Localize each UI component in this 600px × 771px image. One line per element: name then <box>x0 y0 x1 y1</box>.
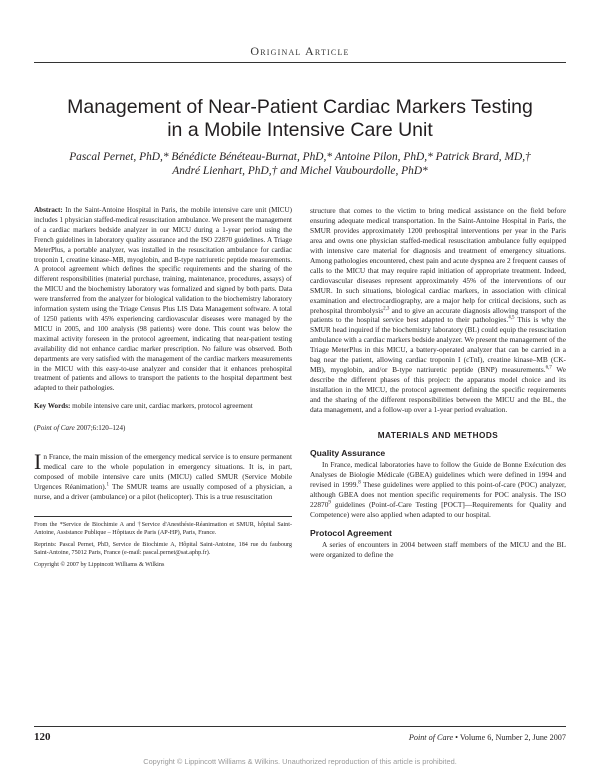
keywords-text: mobile intensive care unit, cardiac markers, protocol agreement <box>72 402 253 411</box>
quality-assurance-paragraph <box>310 460 566 520</box>
authors-line-1: Pascal Pernet, PhD,* Bénédicte Bénéteau-Burnat, PhD,* Antoine Pilon, PhD,* Patrick Brard, MD,† <box>69 151 531 163</box>
footnote-rule <box>34 516 292 517</box>
ref-9[interactable]: 9 <box>328 500 331 506</box>
title-line-1: Management of Near-Patient Cardiac Markers Testing <box>67 96 533 118</box>
intro-continuation <box>310 206 566 415</box>
intro-text-2: The SMUR teams are usually composed of a physician, a nurse, and a driver (ambulance) or a pilot (helicopter). This is a true resuscitation <box>34 481 292 501</box>
intro-paragraph <box>34 449 292 502</box>
footer-rule <box>34 726 566 727</box>
citation-journal: Point of Care <box>36 424 75 433</box>
abstract-text: In the Saint-Antoine Hospital in Paris, the mobile intensive care unit (MICU) includes 1 physician staffed-medical resuscitation ambulance. We present the management of a cardiac markers bedside analyzer in our MICU during a 1-year period using the French guidelines in laboratory quality assurance and the ISO 22870 guidelines. A Triage MeterPlus, a portable analyzer, was installed in the resuscitation ambulance for cardiac troponin I, creatine kinase–MB, myoglobin, and B-type natriuretic peptide measurements. A protocol agreement which defines the specific requirements and the sharing of the different responsibilities (material purchase, training, maintenance, procedures, assays) of the MICU and the biochemistry laboratory was formalized and signed by both parts. Data were transferred from the analyzer for biological validation to the biochemistry laboratory information system using the Triage Census Plus LIS Data Management software. A total of 1250 patients with 45% experiencing cardiovascular diseases were managed by the MICU in 2005, and 100 analysis (98 patients) were done. This count was below the maximal activity foreseen in the protocol agreement, indicating that near-patient testing availability did not enhance cardiac marker prescription. No failure was observed. Both departments are very satisfied with the management of the cardiac markers measurements in the MICU with this easy-to-use analyzer and consider that it enhances prehospital treatment of patients and allows to transport the patients to the hospital department best adapted to their pathologies. <box>34 206 292 393</box>
abstract-label: Abstract: <box>34 206 63 214</box>
keywords-label: Key Words: <box>34 402 71 411</box>
citation-details: 2007;6:120–124) <box>76 424 126 433</box>
keywords <box>34 402 292 412</box>
footer-journal: Point of Care <box>408 733 454 742</box>
copyright-watermark: Copyright © Lippincott Williams & Wilkins. Unauthorized reproduction of this article is prohibited. <box>143 757 457 766</box>
materials-methods-heading: MATERIALS AND METHODS <box>377 431 499 441</box>
abstract <box>34 206 292 394</box>
citation: (Point of Care 2007;6:120–124) <box>34 424 126 433</box>
ref-4-5[interactable]: 4,5 <box>508 316 515 322</box>
authors-line-2: André Lienhart, PhD,† and Michel Vaubourdolle, PhD* <box>172 165 428 177</box>
article-title <box>40 96 560 142</box>
right-column <box>310 206 566 560</box>
section-label: Original Article <box>250 44 350 58</box>
qa-text-a: In France, medical laboratories have to follow the Guide de Bonne Exécution des Analyses de Biologie Médicale (GBEA) guidelines which were defined in 1994 and revised in 1999. <box>310 460 566 489</box>
title-line-2: in a Mobile Intensive Care Unit <box>167 119 433 141</box>
footnote-from: From the *Service de Biochimie A and †Service d'Anesthésie-Réanimation et SMUR, hôpital Saint-Antoine, Assistance Publique – Hôpitaux de Paris (AP-HP), Paris, France. <box>34 521 292 536</box>
intro-cont-text-b: and to give an accurate diagnosis allowing transport of the patients to the hospital service best adapted to their pathologies. <box>310 305 567 325</box>
intro-text: n France, the main mission of the emergency medical service is to ensure permanent medical care to the whole population in emergency situations. It is, in part, composed of mobile intensive care units (MICU) called SMUR (Service Mobile Urgences Réanimation). <box>34 452 292 491</box>
protocol-agreement-heading: Protocol Agreement <box>310 527 392 538</box>
page-number: 120 <box>34 731 51 743</box>
qa-text-b: These guidelines were applied to this point-of-care (POC) analyzer, although GBEA does not mention specific requirements for POC analysis. The ISO 22870 <box>310 479 566 509</box>
ref-2-3[interactable]: 2,3 <box>383 306 390 312</box>
footnote-copyright: Copyright © 2007 by Lippincott Williams & Wilkins <box>34 562 165 569</box>
intro-cont-text-c: This is why the SMUR head inquired if the biochemistry laboratory (BL) could equip the resuscitation ambulance with a cardiac markers bedside analyzer. We present the management of the Triage MeterPlus in this MICU, a battery-operated analyzer that can be carried in a bag near the patient, allowing cardiac troponin I (cTnI), creatine kinase–MB (CK-MB), myoglobin, and/or B-type natriuretic peptide (BNP) measurements. <box>310 315 567 375</box>
left-column <box>34 206 292 569</box>
quality-assurance-heading: Quality Assurance <box>310 448 386 459</box>
ref-8[interactable]: 8 <box>358 480 361 486</box>
ref-1[interactable]: 1 <box>106 482 110 488</box>
qa-text-c: guidelines (Point-of-Care Testing [POCT]—Requirements for Quality and Competence) were also applied when adapted to our hospital. <box>310 499 566 519</box>
intro-cont-text-a: structure that comes to the victim to bring medical assistance on the field before ensuring adequate medical transportation. In the Saint-Antoine Hospital in Paris, the SMUR provides approximately 1200 prehospital interventions per year in the Paris area and owns one physician staffed-medical resuscitation ambulance fully equipped with intensive care material for diagnosis and treatment of emergency situations. Among pathologies encountered, chest pain and acute dyspnea are 2 frequent causes of calls to the MICU that may require rapid initiation of appropriate treatment. Indeed, cardiovascular diseases represent approximately 45% of the interventions of our SMUR. In such situations, biological cardiac markers, in association with clinical examination and electrocardiography, are a major help for critical decisions, such as prehospital thrombolysis <box>310 206 566 315</box>
author-list <box>30 150 570 178</box>
header-rule <box>34 62 566 63</box>
footnote-reprints: Reprints: Pascal Pernet, PhD, Service de Biochimie A, Hôpital Saint-Antoine, 184 rue du faubourg Saint-Antoine, 75012 Paris, France (e-mail: pascal.pernet@sat.aphp.fr). <box>34 542 292 557</box>
drop-cap: I <box>34 449 42 475</box>
protocol-agreement-paragraph: A series of encounters in 2004 between staff members of the MICU and the BL were organized to define the <box>310 539 566 559</box>
running-footer <box>409 733 566 742</box>
ref-6-7[interactable]: 6,7 <box>545 365 552 371</box>
intro-cont-text-d: We describe the different phases of this project: the apparatus model choice and its installation in the MICU, the protocol agreement defining the specific requirements and the sharing of the different responsibilities between the MICU and the BL, the data management, and a follow-up over a 1-year period evaluation. <box>310 365 566 415</box>
footer-issue: • Volume 6, Number 2, June 2007 <box>455 733 566 742</box>
